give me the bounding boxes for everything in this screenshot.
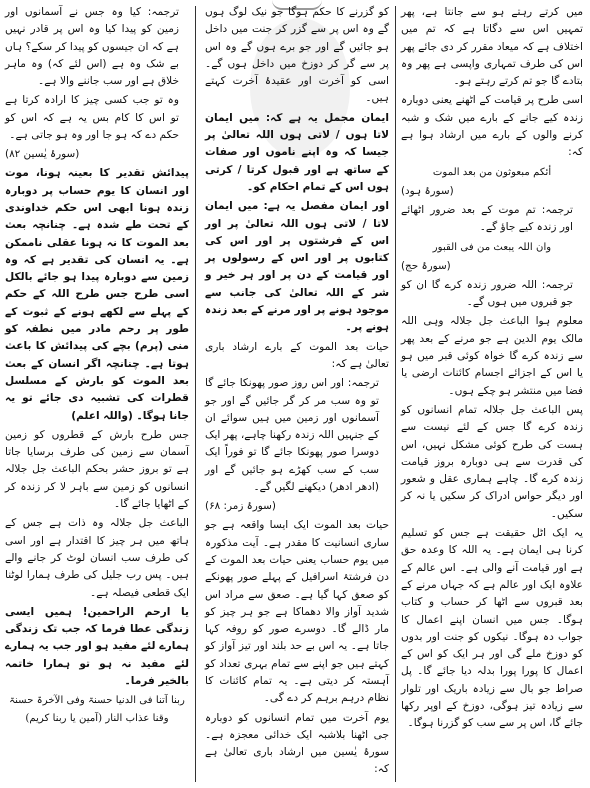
body-paragraph: یا ارحم الراحمین! ہمیں ایسی زندگی عطا فرما کہ جب تک زندگی ہمارے لئے مفید ہو اور جب یہ ہمارے لئے مفید نہ ہو تو ہمارا خاتمہ بالخیر فرما۔ — [5, 605, 189, 687]
body-paragraph: الباعث جل جلالہ وہ ذات ہے جس کے ہاتھ میں ہر چیز کا اقتدار ہے اور اسی کی طرف سب انسان لوٹ کر جانے والے ہیں۔ پس رب جلیل کی طرف ہمارا لوٹنا ایک قطعی فیصلہ ہے۔ — [5, 517, 189, 599]
translation-paragraph: ترجمہ: تم موت کے بعد ضرور اٹھائے اور زندہ کیے جاؤ گے۔ — [401, 203, 573, 234]
column-middle — [202, 4, 392, 784]
column-right — [398, 4, 586, 784]
citation-reference: (سورۂ زمر: ۶۸) — [205, 500, 276, 513]
arabic-verse: أئکم مبعوثون من بعد الموت — [432, 166, 552, 178]
citation-reference: (سورۂ یٰسین ۸۲) — [5, 148, 80, 161]
body-paragraph: کو گزرنے کا حکم ہوگا جو نیک لوگ ہوں گے وہ اس پر سے گزر کر جنت میں داخل ہو جائیں گے اور جو برے ہوں گے وہ اس پر سے گر کر دوزخ میں داخل ہوں گے۔ اسی کو آخرت اور عقیدۂ آخرت کہتے ہیں۔ — [205, 6, 389, 105]
body-paragraph: ایمان مجمل یہ ہے کہ: میں ایمان لاتا ہوں / لاتی ہوں اللہ تعالیٰ پر جیسا کہ وہ اپنے ناموں اور صفات کے ساتھ ہے اور قبول کرتا / کرتی ہوں اس کے تمام احکام کو۔ — [205, 111, 389, 193]
body-paragraph: اور ایمان مفصل یہ ہے: میں ایمان لاتا / لاتی ہوں اللہ تعالیٰ پر اور اس کے فرشتوں پر اور اس کی کتابوں پر اور اس کے رسولوں پر اور قیامت کے دن پر اور ہر خیر و شر کے اللہ تعالیٰ کی جانب سے موجود ہونے پر اور مرنے کے بعد زندہ ہونے پر۔ — [205, 200, 389, 334]
body-paragraph: اسی طرح پر قیامت کے اٹھنے یعنی دوبارہ زندہ کیے جانے کے بارے میں شک و شبہ کرنے والوں کے بارے میں ارشاد ہوا ہے کہ: — [401, 94, 583, 159]
body-paragraph: پیدائش تقدیر کا بعینہ ہونا، موت اور انسان کا یوم حساب پر دوبارہ زندہ ہونا ابھی اس حکم خداوندی کے تحت طے شدہ ہے۔ چنانچہ بعث بعد الموت کا نہ ہونا عقلی ناممکن ہے۔ یہ انسان کی تقدیر ہے کہ وہ زمین سے دوبارہ پیدا ہو جائے بالکل اسی طرح جس طرح اللہ کے حکم کے پہلے سے لکھے ہونے کے ثبوت کے طور پر رحم مادر میں نطفہ کو منی (پرم) بچے کی پیدائش کا باعث ہوتا ہے۔ چنانچہ اگر انسان کے بعث بعد الموت کو بارش کے مسلسل قطرات کی تشبیہ دی جائے تو یہ جانا ہوگا۔ (واللہ اعلم) — [5, 167, 189, 422]
body-paragraph: حیات بعد الموت ایک ایسا واقعہ ہے جو ساری انسانیت کا مقدر ہے۔ آیت مذکورہ میں یوم حساب یعنی حیات بعد الموت کے دن فرشتۂ اسرافیل کے پہلے صور پھونکے کو صعق کہا گیا ہے۔ صعق سے مراد اس شدید آواز والا دھماکا ہے جو ہر چیز کو مار ڈالے گا۔ دوسرے صور کو روفہ کہا جاتا ہے۔ یہ اس بے حد بلند اور تیز آواز کو کہتے ہیں جو اپنے سے تمام بہری تعداد کو آہستہ کر دیتی ہے۔ یہ تمام کائنات کا نظام درہم برہم کر دے گی۔ — [205, 519, 389, 705]
column-divider — [195, 6, 196, 782]
body-paragraph: معلوم ہوا الباعث جل جلالہ وہی اللہ مالک یوم الدین ہے جو مرنے کے بعد پھر سے زندہ کرے گا خواہ کوئی قبر میں ہو یا اس کے اجزائے اجسام کائنات ارضی یا فضا میں منتشر ہو چکے ہوں۔ — [401, 315, 583, 397]
body-paragraph: جس طرح بارش کے قطروں کو زمین آسمان سے زمین کی طرف برسایا جاتا ہے تو بروز حشر بحکم الباعث جل جلالہ انسانوں کو زمین سے باہر لا کر زندہ کر کے اٹھایا جائے گا۔ — [5, 428, 189, 511]
body-paragraph: حیات بعد الموت کے بارے ارشاد باری تعالیٰ ہے کہ: — [205, 340, 389, 370]
translation-paragraph: ترجمہ: کیا وہ جس نے آسمانوں اور زمین کو پیدا کیا وہ اس پر قادر نہیں ہے کہ ان جیسوں کو پیدا کر سکے؟ ہاں بے شک وہ ہے (اس لئے کہ) وہ ماہر خلاق ہے اور سب جاننے والا ہے۔ — [5, 6, 179, 88]
translation-paragraph: وہ تو جب کسی چیز کا ارادہ کرتا ہے تو اس کا کام بس یہ ہے کہ اس کو حکم دے کہ ہو جا اور وہ ہو جاتی ہے۔ — [5, 94, 179, 142]
body-paragraph: یوم آخرت میں تمام انسانوں کو دوبارہ جی اٹھنا بلاشبہ ایک خدائی معجزہ ہے۔ سورۂ یٰسین میں ارشاد باری تعالیٰ ہے کہ: — [205, 711, 389, 776]
arabic-verse: ربنا آتنا فی الدنیا حسنۃ وفی الآخرۃ حسنۃ وقنا عذاب النار (آمین یا ربنا کریم) — [9, 695, 185, 724]
arabic-verse: وان اللہ یبعث من فی القبور — [432, 241, 552, 253]
translation-paragraph: ترجمہ: اللہ ضرور زندہ کرے گا ان کو جو قبروں میں ہوں گے۔ — [401, 278, 573, 309]
body-paragraph: پس الباعث جل جلالہ تمام انسانوں کو زندہ کرے گا جس کے لئے نیست سے ہست کی طرح کوئی مشکل نہیں، اس کی قدرت سے ہی دوبارہ بروز قیامت زندہ کرے گا۔ چاہے ہماری عقل و شعور اور دیگر حواس ادراک کر سکیں یا نہ کر سکیں۔ — [401, 403, 583, 520]
column-divider — [395, 6, 396, 782]
citation-reference: (سورۂ حج) — [401, 259, 451, 272]
column-left — [2, 4, 192, 784]
body-paragraph: یہ ایک اٹل حقیقت ہے جس کو تسلیم کرنا ہی ایمان ہے۔ یہ اللہ کا وعدہ حق ہے اور قیامت آنے والی ہے۔ اس عالم کے علاوہ ایک اور عالم ہے کہ جہاں مرنے کے بعد قبروں سے اٹھا کر حساب و کتاب ہوگا۔ جس میں انسان اپنے اعمال کا جواب دہ ہوگا۔ نیکوں کو جنت اور بدوں کو دوزخ ملے گی اور ہر ایک کو اس کے اعمال کا پورا پورا بدلہ دیا جائے گا۔ پل صراط جو بال سے زیادہ باریک اور تلوار سے زیادہ تیز ہوگی، دوزخ کے اوپر رکھا جائے گا، اس پر سے سب کو گزرنا ہوگا۔ — [401, 527, 583, 730]
translation-paragraph: ترجمہ: اور اس روز صور پھونکا جائے گا تو وہ سب مر کر گر جائیں گے اور جو آسمانوں اور زمین میں ہیں سوائے ان کے جنہیں اللہ زندہ رکھنا چاہے، پھر ایک دوسرا صور پھونکا جائے گا تو فوراً ایک سب کے سب کھڑے ہو جائیں گے اور (ادھر ادھر) دیکھنے لگیں گے۔ — [205, 377, 379, 494]
citation-reference: (سورۂ ہود) — [401, 184, 454, 197]
body-paragraph: میں کرتے رہتے ہو سے جانتا ہے، پھر تمہیں اس سے دگاتا ہے کہ تم میں اختلاف ہے کہ میعاد مقرر کر دی جائے پھر اس کی طرف تمہاری واپسی ہے پھر وہ بتادے گا جو تم کرتے رہتے ہو۔ — [401, 6, 583, 88]
